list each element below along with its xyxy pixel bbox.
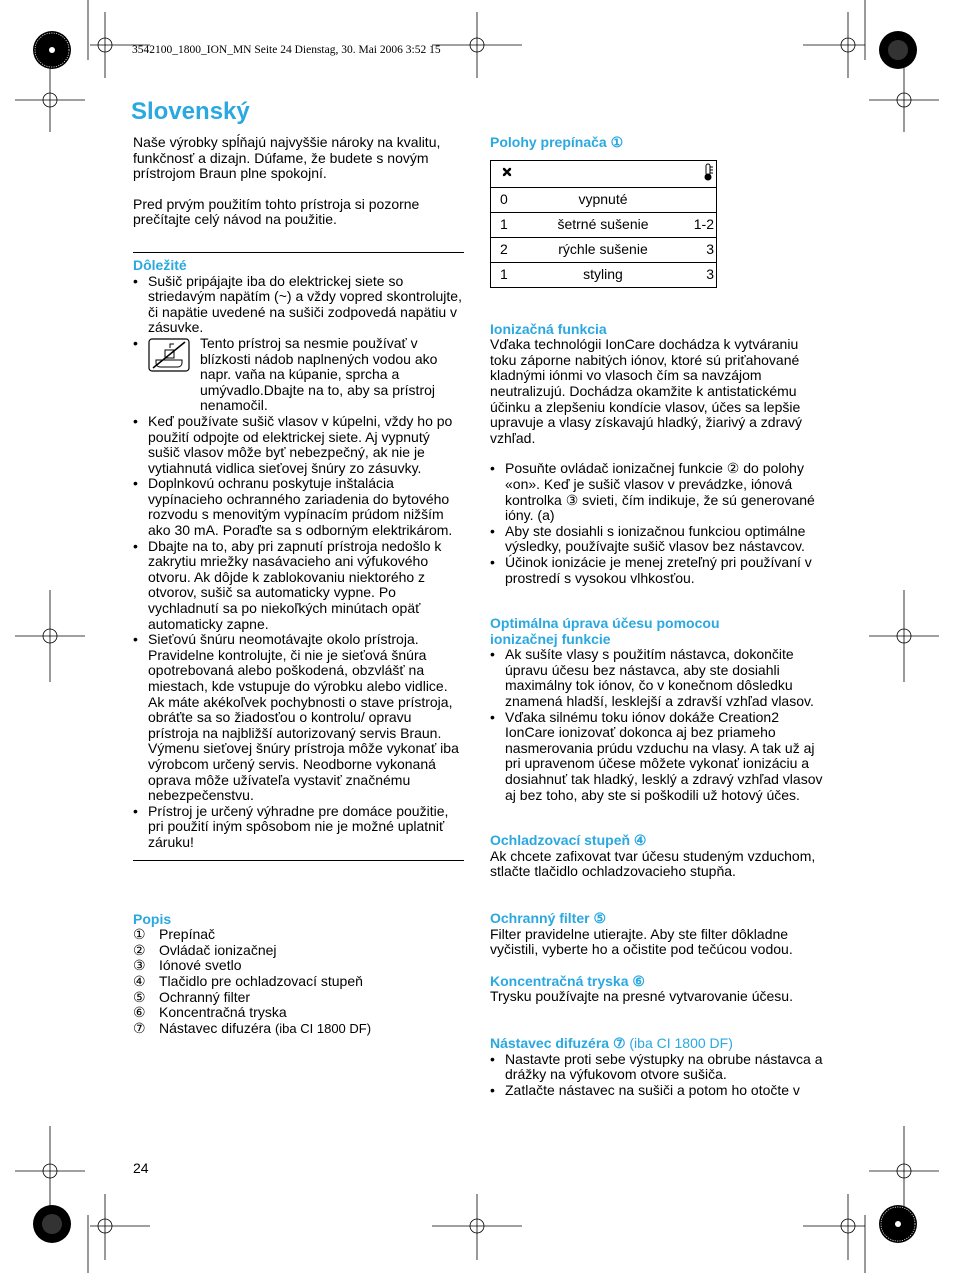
switch-positions-table [490,160,717,288]
ion-heading: Ionizačná funkcia [490,320,607,337]
table-header [491,161,716,187]
switch-heading: Polohy prepínača ① [490,134,624,150]
ion-text: Vďaka technológii IonCare dochádza k vytváraniu toku záporne nabitých iónov, ktoré sú priťahované kladnými iónmi vo vlasoch čím sa navzájom neutralizujú. Dochádza okamžite k antistatickému účinku a zlepšeniu kondície vlasov, účes sa lepšie upravuje a vlasy získavajú hladký, žiarivý a zdravý vzhľad. [490,336,803,446]
list-item: • Vďaka silnému toku iónov dokáže Creation2 IonCare ionizovať dokonca aj bez priameho nasmerovania prúdu vzduchu na vlasy. A tak už aj pri upravenom účese môžete vykonať ionizáciu a dosiahnuť tak hladký, lesklý a zdravý vzhľad vlasov aj bez toho, aby ste si poškodili už hotový účes. [490,710,824,804]
diffuser-list [490,1052,824,1099]
right-column [490,135,824,1098]
no-water-warning-icon [148,338,190,372]
ion-list [490,461,824,586]
table-row: 1 styling 3 [491,262,716,287]
list-item: ⑥ Koncentračná tryska [133,1004,287,1021]
important-heading: Dôležité [133,256,187,273]
table-row: 1 šetrné sušenie 1-2 [491,212,716,237]
description-heading: Popis [133,910,172,927]
filter-heading: Ochranný filter ⑤ [490,910,607,926]
left-column [133,135,465,1036]
list-item: • Posuňte ovládač ionizačnej funkcie ② do polohy «on». Keď je sušič vlasov v prevádzke, iónová kontrolka ③ svieti, čím indikuje, že sú generované ióny. (a) [490,461,824,523]
list-item: • Nastavte proti sebe výstupky na obrube nástavca a drážky na výfukovom otvore sušiča. [490,1052,824,1083]
list-item: ⑤ Ochranný filter [133,988,251,1005]
list-item: ③ Iónové svetlo [133,957,242,974]
important-list [133,274,465,851]
page-number: 24 [133,1160,149,1176]
list-item: ② Ovládač ionizačnej [133,941,277,958]
thermometer-icon [680,163,716,185]
optimal-list [490,647,824,803]
list-item: • Zatlačte nástavec na sušiči a potom ho otočte v [490,1083,824,1099]
table-row: 0 vypnuté [491,187,716,212]
list-item: • Keď používate sušič vlasov v kúpelni, vždy ho po použití odpojte od elektrickej siete. Aj vypnutý sušič vlasov môže byť nebezpečný, ak nie je vytiahnutá vidlica sieťovej šnúry zo zásuvky. [133,414,465,476]
list-item: • Doplnkovú ochranu poskytuje inštalácia vypínacieho ochranného zariadenia do bytového rozvodu s menovitým vypínacím prúdom nižším ako 30 mA. Poraďte sa s odborným elektrikárom. [133,476,465,538]
imprint-header: 3542100_1800_ION_MN Seite 24 Dienstag, 30. Mai 2006 3:52 15 [132,44,441,56]
cool-text: Ak chcete zafixovat tvar účesu studeným vzduchom, stlačte tlačidlo ochladzovacieho stupňa. [490,847,816,880]
table-row: 2 rýchle sušenie 3 [491,237,716,262]
diffuser-heading: Nástavec difuzéra ⑦ (iba CI 1800 DF) [490,1034,733,1051]
list-item: • Prístroj je určený výhradne pre domáce použitie, pri použití iným spôsobom nie je možné uplatniť záruku! [133,804,465,851]
list-item: • Aby ste dosiahli s ionizačnou funkciou optimálne výsledky, používajte sušič vlasov bez nástavcov. [490,524,824,555]
optimal-heading: Optimálna úprava účesu pomocou ionizačnej funkcie [490,615,720,647]
cool-heading: Ochladzovací stupeň ④ [490,832,647,849]
list-item: • Sušič pripájajte iba do elektrickej siete so striedavým napätím (~) a vždy vopred skontrolujte, či napätie uvedené na sušiči zodpovedá napätiu v zásuvke. [133,274,465,336]
list-item: • Dbajte na to, aby pri zapnutí prístroja nedošlo k zakrytiu mriežky nasávacieho ani výfukového otvoru. Ak dôjde k zablokovaniu niektorého z otvorov, sušič sa automaticky vypne. Po vychladnutí sa po niekoľkých minútach opäť automaticky zapne. [133,539,465,633]
fan-icon [491,165,526,183]
intro-paragraph-2: Pred prvým použitím tohto prístroja si pozorne prečítajte celý návod na použitie. [133,195,420,228]
list-item: ⑦ Nástavec difuzéra (iba CI 1800 DF) [133,1019,372,1036]
filter-text: Filter pravidelne utierajte. Aby ste filter dôkladne vyčistili, vyberte ho a očistite pod tečúcou vodou. [490,925,793,958]
list-item: ④ Tlačidlo pre ochladzovací stupeň [133,972,363,989]
list-item: • Účinok ionizácie je menej zreteľný pri používaní v prostredí s vysokou vlhkosťou. [490,555,824,586]
list-item [133,336,465,414]
parts-list [133,927,465,1036]
warning-text: • Tento prístroj sa nesmie používať v blízkosti nádob naplnených vodou ako napr. vaňa na kúpanie, sprcha a umývadlo.Dbajte na to, aby sa prístroj nenamočil. [200,334,438,414]
list-item: ① Prepínač [133,926,216,943]
list-item: • Ak sušíte vlasy s použitím nástavca, dokončite úpravu účesu bez nástavca, aby ste dosiahli maximálny tok iónov, čo v konečnom dôsledku znamená hladší, lesklejší a zdravší vzhľad vlasov. [490,647,824,709]
page-title: Slovenský [131,98,250,125]
list-item: • Sieťovú šnúru neomotávajte okolo prístroja. Pravidelne kontrolujte, či nie je sieťová šnúra opotrebovaná alebo poškodená, obzvlášť na miestach, kde vstupuje do výrobku alebo vidlice. Ak máte akékoľvek pochybnosti o stave prístroja, obráťte sa so žiadosťou o kontrolu/ opravu prístroja na najbližší autorizovaný servis Braun. Výmenu sieťovej šnúry prístroja môže vykonať iba výrobcom určený servis. Neodborne vykonaná oprava môže užívateľa vystaviť značnému nebezpečenstvu. [133,632,465,804]
nozzle-text: Trysku používajte na presné vytvarovanie účesu. [490,988,793,1005]
intro-paragraph-1: Naše výrobky spĺňajú najvyššie nároky na kvalitu, funkčnosť a dizajn. Dúfame, že budete s novým prístrojom Braun plne spokojní. [133,134,441,182]
nozzle-heading: Koncentračná tryska ⑥ [490,972,645,989]
